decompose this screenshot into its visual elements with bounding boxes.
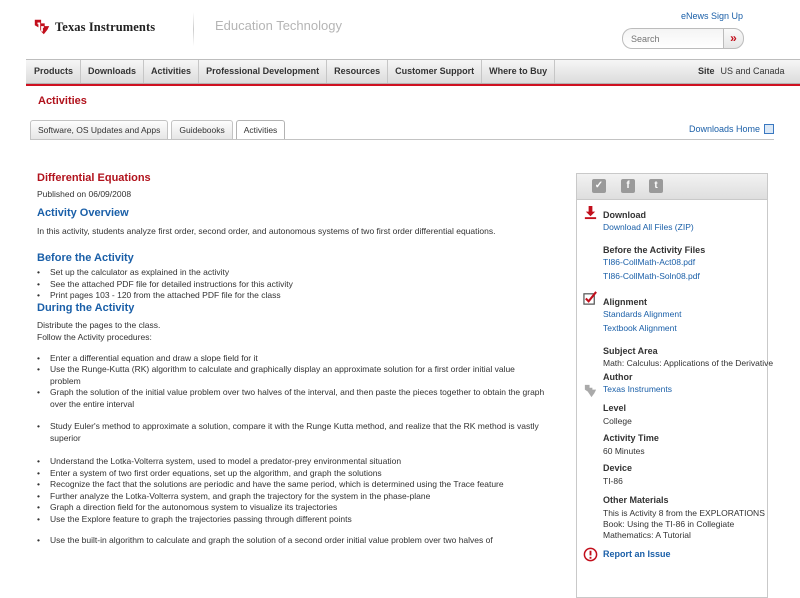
download-section (603, 210, 694, 234)
tab-software[interactable]: Software, OS Updates and Apps (30, 120, 168, 139)
other-materials-section (603, 495, 765, 541)
nav-customer-support[interactable]: Customer Support (388, 60, 482, 83)
list-item: • Use the Runge-Kutta (RK) algorithm to calculate and graphically display an approximate solution for a first order initial value problem (37, 364, 547, 387)
during-list-4 (37, 535, 547, 547)
home-icon (764, 124, 774, 134)
before-files-heading: Before the Activity Files (603, 245, 706, 255)
list-item: • See the attached PDF file for detailed instructions for this activity (37, 279, 547, 291)
list-item: • Understand the Lotka-Volterra system, used to model a predator-prey environmental situation (37, 456, 547, 468)
enews-signup-link[interactable]: eNews Sign Up (680, 11, 743, 21)
overview-heading: Activity Overview (37, 207, 129, 219)
list-item: • Study Euler's method to approximate a solution, compare it with the Runge Kutta method, and realize that the RK method is vastly superior (37, 421, 547, 444)
other-materials-heading: Other Materials (603, 495, 669, 505)
during-list-1 (37, 353, 547, 411)
downloads-home-link[interactable] (689, 124, 774, 134)
ti-state-icon (33, 18, 51, 36)
tab-activities[interactable]: Activities (236, 120, 286, 140)
nav-resources[interactable]: Resources (327, 60, 388, 83)
site-label: Site (698, 66, 715, 76)
report-section (603, 549, 671, 559)
page-heading: Activities (38, 95, 87, 107)
author-link[interactable]: Texas Instruments (603, 384, 672, 394)
download-all-link[interactable]: Download All Files (ZIP) (603, 222, 694, 232)
before-list (37, 267, 547, 302)
site-value: US and Canada (720, 66, 785, 76)
list-item: • Further analyze the Lotka-Volterra system, and graph the trajectory for the system in the phase-plane (37, 491, 547, 503)
tab-guidebooks[interactable]: Guidebooks (171, 120, 232, 139)
author-section (603, 372, 672, 396)
download-heading: Download (603, 210, 646, 220)
activity-title: Differential Equations (37, 172, 151, 184)
alignment-section (603, 297, 681, 335)
other-materials-line: Book: Using the TI-86 in Collegiate (603, 519, 735, 529)
ti-author-icon (583, 383, 598, 398)
download-icon (583, 205, 598, 220)
file-link-act08[interactable]: TI86-CollMath-Act08.pdf (603, 257, 696, 267)
file-link-soln08[interactable]: TI86-CollMath-Soln08.pdf (603, 271, 700, 281)
list-item: • Enter a differential equation and draw a slope field for it (37, 353, 547, 365)
header-divider (193, 12, 194, 46)
list-item: • Enter a system of two first order equations, set up the algorithm, and graph the solutions (37, 468, 547, 480)
level-heading: Level (603, 403, 627, 413)
search-button[interactable]: » (723, 28, 744, 49)
tab-bar (30, 120, 288, 140)
time-section (603, 433, 659, 457)
list-item: • Recognize the fact that the solutions are periodic and have the same period, which is determined using the Trace feature (37, 479, 547, 491)
list-item: • Set up the calculator as explained in the activity (37, 267, 547, 279)
downloads-home-label: Downloads Home (689, 124, 761, 134)
alignment-heading: Alignment (603, 297, 647, 307)
time-heading: Activity Time (603, 433, 659, 443)
social-bar (577, 174, 767, 200)
subject-heading: Subject Area (603, 346, 658, 356)
activity-sidebar (576, 173, 774, 598)
twitter-icon[interactable]: t (649, 179, 663, 193)
site-header (0, 0, 800, 58)
main-nav (26, 59, 800, 84)
overview-text: In this activity, students analyze first order, second order, and autonomous systems of two first order differential equations. (37, 226, 496, 236)
other-materials-line: This is Activity 8 from the EXPLORATIONS (603, 508, 765, 518)
facebook-icon[interactable]: f (621, 179, 635, 193)
during-list-2 (37, 421, 547, 444)
nav-professional-development[interactable]: Professional Development (199, 60, 327, 83)
level-section (603, 403, 632, 427)
list-item: • Graph a direction field for the autonomous system to visualize its trajectories (37, 502, 547, 514)
list-item: • Print pages 103 - 120 from the attached PDF file for the class (37, 290, 547, 302)
alert-icon (583, 547, 598, 562)
ti-logo[interactable] (33, 18, 155, 36)
report-issue-link[interactable]: Report an Issue (603, 549, 671, 559)
device-section (603, 463, 632, 487)
tab-divider (30, 139, 774, 140)
before-files-section (603, 245, 705, 283)
during-heading: During the Activity (37, 301, 135, 314)
during-list-3 (37, 456, 547, 525)
site-selector[interactable] (698, 60, 785, 83)
brand-name: Texas Instruments (55, 19, 156, 34)
list-item: • Use the Explore feature to graph the trajectories passing through different points (37, 514, 547, 526)
device-value: TI-86 (603, 476, 623, 486)
standards-alignment-link[interactable]: Standards Alignment (603, 309, 682, 319)
during-intro-1: Distribute the pages to the class. (37, 319, 161, 330)
nav-downloads[interactable]: Downloads (81, 60, 144, 83)
activity-content (37, 172, 547, 547)
other-materials-line: Mathematics: A Tutorial (603, 530, 691, 540)
during-intro-2: Follow the Activity procedures: (37, 331, 152, 342)
textbook-alignment-link[interactable]: Textbook Alignment (603, 323, 677, 333)
checkbox-icon (583, 291, 598, 306)
nav-products[interactable]: Products (26, 60, 81, 83)
search-input[interactable] (622, 28, 724, 49)
subject-section (603, 346, 773, 369)
subject-value: Math: Calculus: Applications of the Derivative (603, 358, 774, 368)
time-value: 60 Minutes (603, 446, 645, 456)
nav-activities[interactable]: Activities (144, 60, 199, 83)
author-heading: Author (603, 372, 633, 382)
device-heading: Device (603, 463, 633, 473)
nav-where-to-buy[interactable]: Where to Buy (482, 60, 555, 83)
published-date: Published on 06/09/2008 (37, 189, 132, 199)
before-heading: Before the Activity (37, 252, 134, 264)
section-title: Education Technology (215, 18, 342, 33)
like-icon[interactable]: ✓ (592, 179, 606, 193)
list-item: • Graph the solution of the initial value problem over two halves of the interval, and then paste the pieces together to obtain the graph over the entire interval (37, 387, 547, 410)
level-value: College (603, 416, 632, 426)
list-item: • Use the built-in algorithm to calculate and graph the solution of a second order initial value problem over two halves of (37, 535, 547, 547)
